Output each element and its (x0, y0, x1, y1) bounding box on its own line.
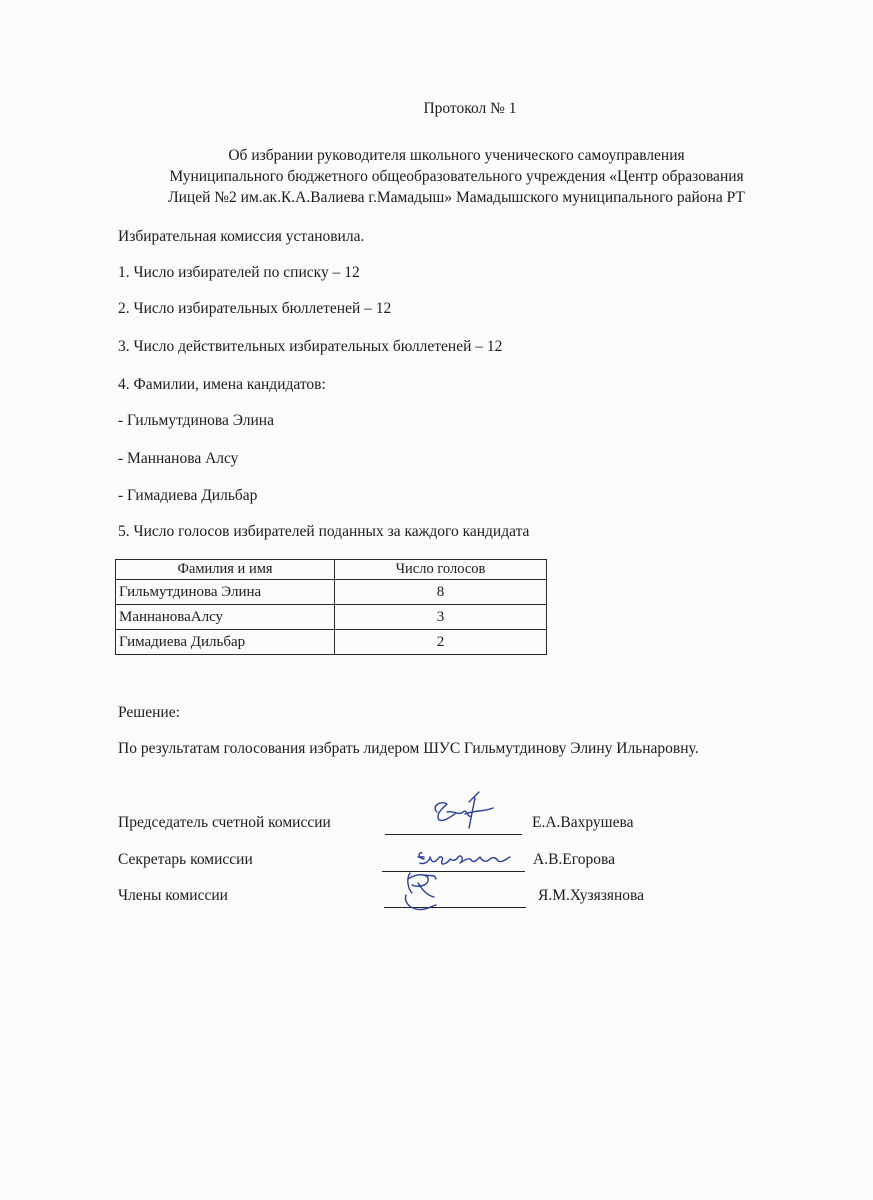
document-title: Протокол № 1 (423, 100, 517, 117)
column-header-name: Фамилия и имя (116, 560, 335, 580)
table-header-row (116, 560, 547, 580)
column-header-votes: Число голосов (335, 560, 547, 580)
subtitle-line: Муниципального бюджетного общеобразовательного учреждения «Центр образования (169, 168, 744, 185)
candidate-item: - Гильмутдинова Элина (118, 412, 274, 429)
item-valid-ballots-count: 3. Число действительных избирательных бюллетеней – 12 (118, 338, 503, 355)
intro-text: Избирательная комиссия установила. (118, 228, 365, 245)
handwritten-signature-icon (396, 869, 456, 917)
decision-text: По результатам голосования избрать лидером ШУС Гильмутдинову Элину Ильнаровну. (118, 740, 699, 757)
item-candidates-heading: 4. Фамилии, имена кандидатов: (118, 376, 326, 393)
table-row (116, 630, 547, 655)
vote-count-cell: 2 (335, 630, 547, 655)
candidate-item: - Гимадиева Дильбар (118, 487, 258, 504)
subtitle-line: Лицей №2 им.ак.К.А.Валиева г.Мамадыш» Мамадышского муниципального района РТ (168, 189, 745, 206)
candidate-name-cell: Гильмутдинова Элина (116, 580, 335, 605)
signature-row-chairman (118, 814, 738, 838)
signature-role: Члены комиссии (118, 887, 228, 904)
table-row (116, 580, 547, 605)
table-row (116, 605, 547, 630)
signature-name: Е.А.Вахрушева (532, 814, 634, 831)
candidate-name-cell: МаннановаАлсу (116, 605, 335, 630)
decision-label: Решение: (118, 704, 180, 721)
vote-count-cell: 8 (335, 580, 547, 605)
signature-name: Я.М.Хузязянова (538, 887, 644, 904)
signature-name: А.В.Егорова (533, 851, 615, 868)
candidate-name-cell: Гимадиева Дильбар (116, 630, 335, 655)
item-ballots-count: 2. Число избирательных бюллетеней – 12 (118, 300, 392, 317)
vote-count-cell: 3 (335, 605, 547, 630)
document-subtitle (0, 145, 873, 208)
item-voters-count: 1. Число избирателей по списку – 12 (118, 264, 360, 281)
signature-row-members (118, 887, 738, 911)
votes-heading: 5. Число голосов избирателей поданных за каждого кандидата (118, 523, 530, 540)
signature-role: Председатель счетной комиссии (118, 814, 331, 831)
subtitle-line: Об избрании руководителя школьного ученического самоуправления (228, 147, 685, 164)
results-table (115, 559, 547, 655)
signature-role: Секретарь комиссии (118, 851, 253, 868)
handwritten-signature-icon (423, 792, 503, 836)
candidate-item: - Маннанова Алсу (118, 450, 239, 467)
